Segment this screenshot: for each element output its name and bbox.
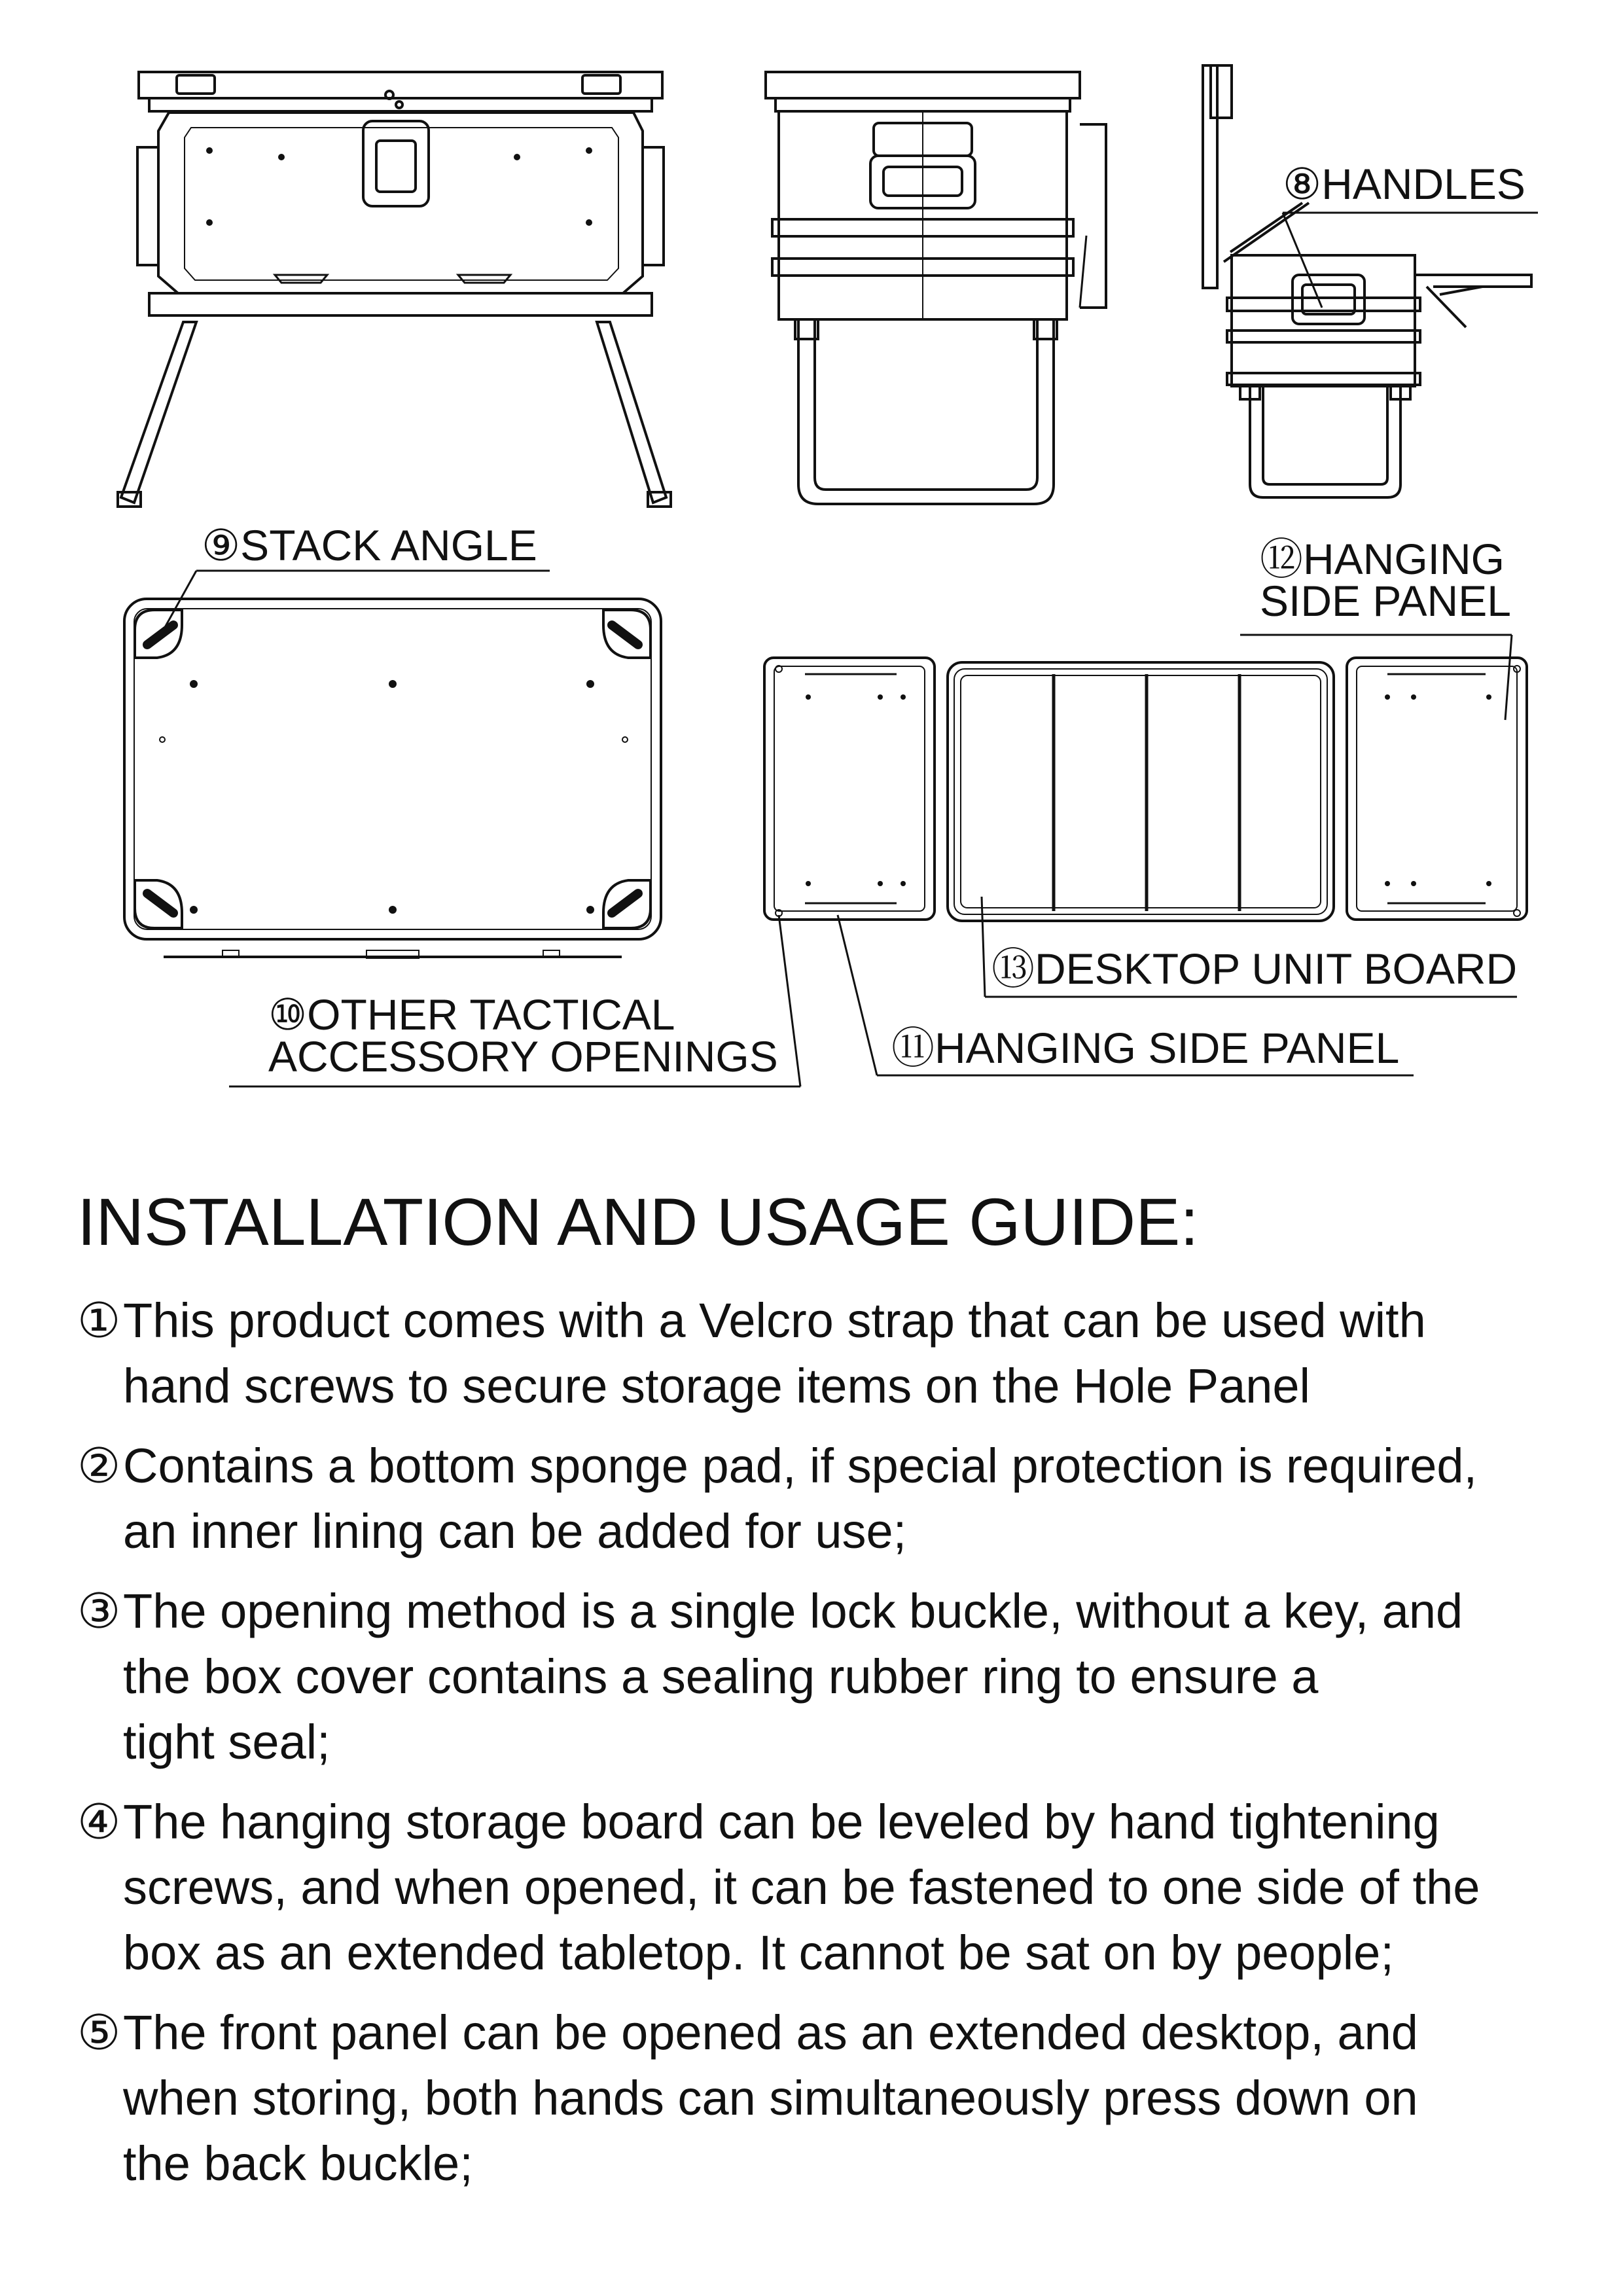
guide-item-number: ② <box>77 1439 121 1493</box>
guide-item-text: Contains a bottom sponge pad, if special protection is required, an inner lining can be added for use; <box>123 1439 1478 1558</box>
guide-item-number: ⑤ <box>77 2005 121 2060</box>
guide-item <box>77 1579 1602 1775</box>
guide-item <box>77 1433 1602 1564</box>
label-handles: ⑧HANDLES <box>1283 160 1525 208</box>
label-desktop-unit-board: ⑬DESKTOP UNIT BOARD <box>991 944 1518 993</box>
label-stack-angle: ⑨STACK ANGLE <box>202 521 537 569</box>
guide-item <box>77 1789 1602 1986</box>
panels-view-drawing <box>764 658 1527 921</box>
guide-title: INSTALLATION AND USAGE GUIDE: <box>77 1185 1199 1259</box>
label-other-tactical-openings: ⑩OTHER TACTICAL ACCESSORY OPENINGS <box>268 990 778 1081</box>
guide-item-text: The front panel can be opened as an extended desktop, and when storing, both hands can simultaneously press down on the back buckle; <box>123 2005 1418 2191</box>
guide-item-number: ③ <box>77 1584 121 1638</box>
guide-item-text: The opening method is a single lock buckle, without a key, and the box cover contains a sealing rubber ring to ensure a tight seal; <box>123 1584 1463 1769</box>
top-view-drawing <box>124 599 661 958</box>
front-view-drawing <box>118 72 671 507</box>
open-view-drawing <box>1203 65 1531 497</box>
guide-item <box>77 2000 1602 2197</box>
guide-item-text: The hanging storage board can be leveled by hand tightening screws, and when opened, it can be fastened to one side of the box as an extended tabletop. It cannot be sat on by people; <box>123 1795 1480 1980</box>
side-view-drawing <box>766 72 1106 504</box>
guide-item-number: ④ <box>77 1795 121 1849</box>
guide-item-number: ① <box>77 1293 121 1348</box>
guide-item-text: This product comes with a Velcro strap that can be used with hand screws to secure storage items on the Hole Panel <box>123 1293 1426 1413</box>
guide-list <box>77 1288 1602 2211</box>
label-hanging-side-panel-11: ⑪HANGING SIDE PANEL <box>891 1024 1400 1072</box>
label-hanging-side-panel-12: ⑫HANGING SIDE PANEL <box>1260 535 1511 625</box>
guide-item <box>77 1288 1602 1419</box>
